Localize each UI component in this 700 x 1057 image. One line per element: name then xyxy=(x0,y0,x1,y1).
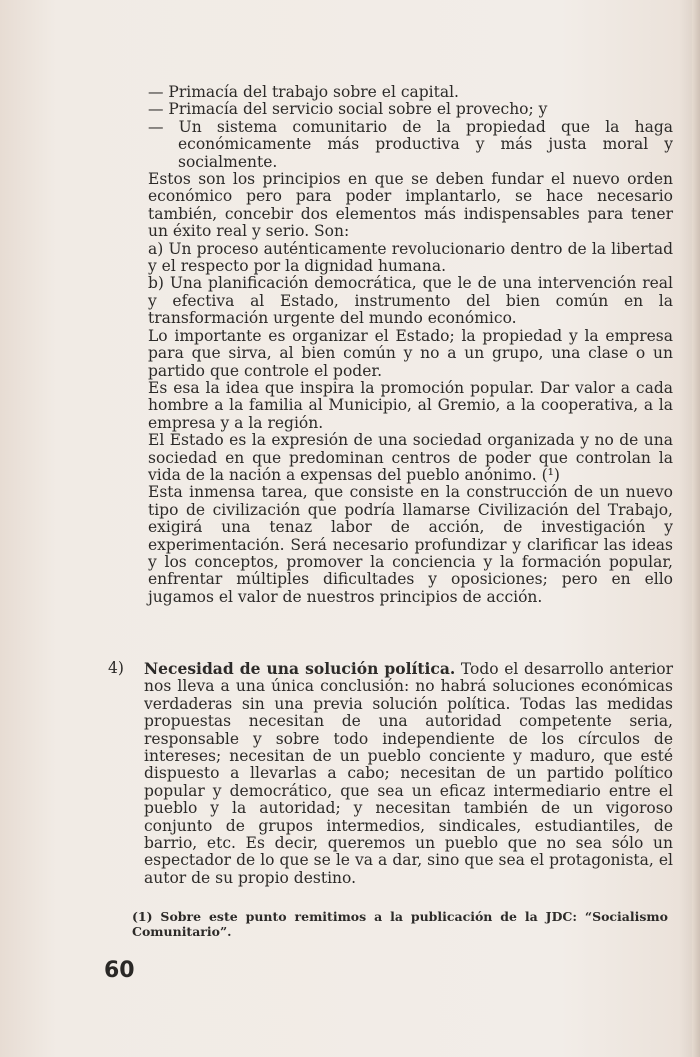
section-text: Todo el desarrollo anterior nos lleva a una única conclusión: no habrá soluciones económicas verdaderas sin una previa solución política. Todas las medidas propuestas necesitan de una autoridad competente seria, responsable y sobre todo independiente de los círculos de intereses; necesitan de un pueblo conciente y maduro, que esté dispuesto a llevarlas a cabo; necesitan de un partido político popular y democrático, que sea un eficaz intermediario entre el pueblo y la autoridad; y necesitan también de un vigoroso conjunto de grupos intermedios, sindicales, estudiantiles, de barrio, etc. Es decir, queremos un pueblo que no sea sólo un espectador de lo que se le va a dar, sino que sea el protagonista, el autor de su propio destino. xyxy=(144,660,674,887)
bullet-item: — Un sistema comunitario de la propiedad que la haga económicamente más productiva y más justa moral y socialmente. xyxy=(148,117,673,171)
paragraph: Estos son los principios en que se deben fundar el nuevo orden económico pero para poder implantarlo, se hace necesario también, concebir dos elementos más indispensables para tener un éxito real y serio. Son: xyxy=(148,170,673,241)
paragraph: Es esa la idea que inspira la promoción popular. Dar valor a cada hombre a la familia al Municipio, al Gremio, a la cooperativa, a la empresa y a la región. xyxy=(148,378,673,432)
paragraph: Lo importante es organizar el Estado; la propiedad y la empresa para que sirva, al bien común y no a un grupo, una clase o un partido que controle el poder. xyxy=(148,326,673,380)
section-4 xyxy=(108,660,673,887)
page-number: 60 xyxy=(104,958,135,983)
paragraph: Esta inmensa tarea, que consiste en la construcción de un nuevo tipo de civilización que podría llamarse Civilización del Trabajo, exigirá una tenaz labor de acción, de investigación y experimentación. Será necesario profundizar y clarificar las ideas y los conceptos, promover la conciencia y la formación popular, enfrentar múltiples dificultades y oposiciones; pero en ello jugamos el valor de nuestros principios de acción. xyxy=(148,483,673,606)
page-edge xyxy=(692,0,700,1057)
bullet-item: — Primacía del trabajo sobre el capital. xyxy=(148,83,459,101)
section-number: 4) xyxy=(108,659,124,677)
paragraph: El Estado es la expresión de una sociedad organizada y no de una sociedad en que predominan centros de poder que controlan la vida de la nación a expensas del pueblo anónimo. (¹) xyxy=(148,431,673,484)
main-text xyxy=(148,84,673,606)
bullet-item: — Primacía del servicio social sobre el provecho; y xyxy=(148,100,548,119)
paragraph: b) Una planificación democrática, que le de una intervención real y efectiva al Estado, instrumento del bien común en la transformación urgente del mundo económico. xyxy=(148,274,673,328)
footnote xyxy=(108,909,668,939)
footnote-text: (1) Sobre este punto remitimos a la publicación de la JDC: “Socialismo Comunitario”. xyxy=(132,909,668,939)
section-heading: Necesidad de una solución política. xyxy=(144,659,456,678)
section-body xyxy=(144,660,673,887)
paragraph: a) Un proceso auténticamente revolucionario dentro de la libertad y el respecto por la dignidad humana. xyxy=(148,239,673,276)
